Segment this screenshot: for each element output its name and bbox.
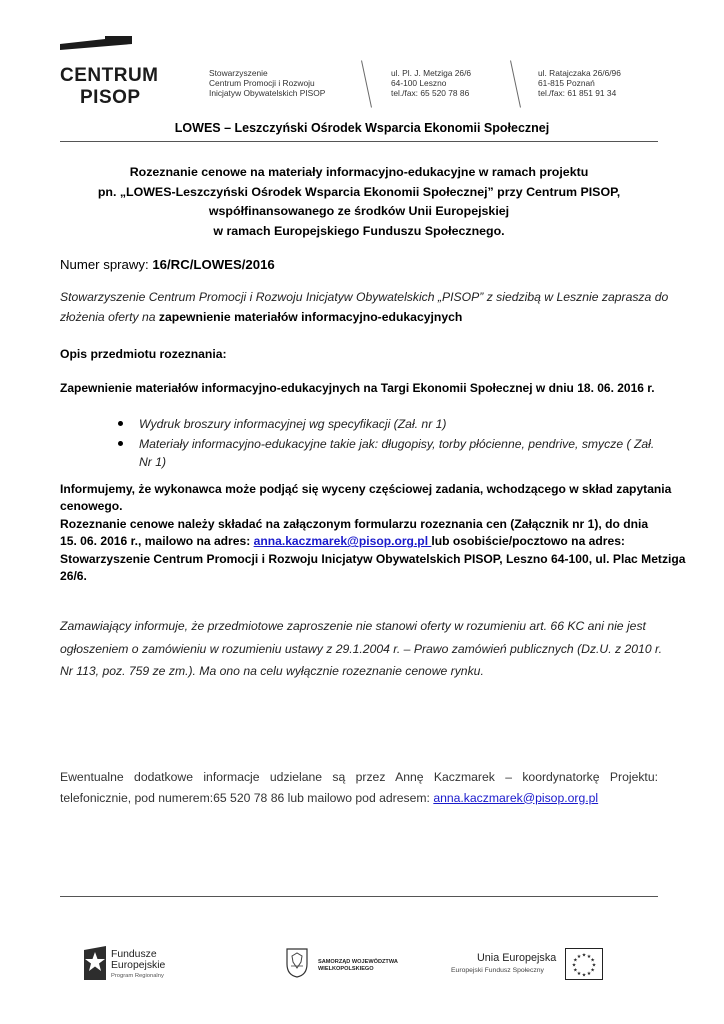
fe-line: Fundusze	[111, 949, 157, 960]
org-line: Stowarzyszenie	[209, 68, 268, 78]
info-line: 26/6.	[60, 569, 87, 584]
case-number	[60, 255, 658, 275]
address-line: 64-100 Leszno	[391, 78, 447, 89]
header-rule	[60, 141, 658, 142]
fe-line: Program Regionalny	[111, 973, 164, 979]
info-text: 15. 06. 2016 r., mailowo na adres:	[60, 534, 254, 549]
bullet-icon	[118, 441, 123, 446]
heading-line: w ramach Europejskiego Funduszu Społecznego.	[213, 223, 505, 238]
eu-star-icon: ★	[573, 957, 578, 964]
footer-logos	[0, 930, 724, 990]
samorzad-logo	[286, 946, 426, 986]
document-heading	[60, 163, 658, 241]
eu-star-icon: ★	[591, 962, 597, 969]
subject-line: Zapewnienie materiałów informacyjno-edukacyjnych na Targi Ekonomii Społecznej w dniu 18. 06. 2016 r.	[60, 381, 655, 395]
heading-line: pn. „LOWES-Leszczyński Ośrodek Wsparcia Ekonomii Społecznej” przy Centrum PISOP,	[97, 184, 621, 199]
eu-star-icon: ★	[586, 953, 592, 960]
list-item-text: Materiały informacyjno-edukacyjne takie jak: długopisy, torby płócienne, pendrive, smycze ( Zał.	[139, 437, 655, 451]
header-address-poznan	[538, 68, 621, 99]
item-list	[98, 415, 658, 473]
coat-of-arms-icon	[286, 948, 308, 978]
header-address-leszno	[391, 68, 471, 99]
logo-word-centrum: CENTRUM	[60, 65, 159, 86]
case-number-value: 16/RC/LOWES/2016	[152, 257, 275, 272]
info-line	[60, 533, 658, 550]
sw-line: SAMORZĄD WOJEWÓDZTWA	[318, 959, 398, 965]
eu-star-icon: ★	[586, 971, 592, 978]
contact-paragraph	[60, 767, 658, 808]
info-line: Stowarzyszenie Centrum Promocji i Rozwoju Inicjatyw Obywatelskich PISOP, Leszno 64-100, ul. Plac Metziga	[60, 551, 686, 566]
intro-italic: złożenia oferty na	[60, 309, 159, 324]
org-line: Inicjatyw Obywatelskich PISOP	[209, 88, 326, 99]
intro-line	[60, 308, 658, 328]
centrum-pisop-logo	[60, 36, 160, 111]
address-line: ul. Pl. J. Metziga 26/6	[391, 68, 472, 78]
info-text: lub osobiście/pocztowo na adres:	[431, 534, 625, 549]
fundusze-europejskie-logo	[82, 946, 192, 986]
bullet-icon	[118, 421, 123, 426]
eu-star-icon: ★	[581, 972, 587, 979]
contact-email-link[interactable]: anna.kaczmarek@pisop.org.pl	[433, 790, 599, 805]
fe-line: Europejskie	[111, 960, 166, 971]
logo-bar-icon	[60, 36, 140, 56]
heading-line: Rozeznanie cenowe na materiały informacyjno-edukacyjne w ramach projektu	[129, 165, 589, 179]
header-divider	[510, 60, 521, 107]
eu-star-icon: ★	[573, 967, 578, 974]
project-title: LOWES – Leszczyński Ośrodek Wsparcia Ekonomii Społecznej	[174, 121, 550, 135]
address-line: 61-815 Poznań	[538, 78, 595, 89]
disclaimer-line: Zamawiający informuje, że przedmiotowe zaproszenie nie stanowi oferty w rozumieniu art. 66 KC ani nie jest	[60, 619, 646, 633]
info-line: cenowego.	[60, 499, 123, 514]
info-email-link[interactable]: anna.kaczmarek@pisop.org.pl	[253, 534, 432, 549]
list-item	[98, 435, 658, 471]
address-line: tel./fax: 65 520 78 86	[391, 88, 470, 99]
info-paragraph	[60, 481, 686, 585]
heading-line: współfinansowanego ze środków Unii Europejskiej	[208, 204, 510, 219]
eu-star-icon: ★	[576, 971, 582, 978]
disclaimer-paragraph	[60, 615, 662, 683]
subject-heading: Opis przedmiotu rozeznania:	[60, 347, 227, 361]
contact-line	[60, 788, 658, 809]
eu-subtitle: Europejski Fundusz Społeczny	[451, 967, 544, 974]
eu-title: Unia Europejska	[477, 952, 557, 964]
intro-paragraph	[60, 288, 669, 327]
eu-star-icon: ★	[581, 952, 587, 959]
fe-star-icon	[82, 946, 108, 980]
info-line: Informujemy, że wykonawca może podjąć się wyceny częściowej zadania, wchodzącego w skład zapytania	[60, 482, 672, 496]
org-line: Centrum Promocji i Rozwoju	[209, 78, 315, 89]
address-line: tel./fax: 61 851 91 34	[538, 88, 617, 99]
disclaimer-line: Nr 113, poz. 759 ze zm.). Ma ono na celu wyłącznie rozeznanie cenowe rynku.	[60, 664, 484, 678]
contact-text: telefonicznie, pod numerem:65 520 78 86 lub mailowo pod adresem:	[60, 790, 434, 805]
letterhead	[0, 0, 724, 150]
case-label: Numer sprawy:	[60, 257, 153, 272]
info-line: Rozeznanie cenowe należy składać na załączonym formularzu rozeznania cen (Załącznik nr 1), do dnia	[60, 516, 649, 531]
header-org-name	[209, 68, 325, 99]
eu-star-icon: ★	[590, 967, 595, 974]
eu-star-icon: ★	[576, 953, 582, 960]
list-item-text: Nr 1)	[139, 455, 167, 469]
list-item	[98, 415, 658, 433]
logo-word-pisop: PISOP	[80, 87, 141, 108]
header-divider	[361, 60, 372, 107]
intro-line: Stowarzyszenie Centrum Promocji i Rozwoju Inicjatyw Obywatelskich „PISOP” z siedzibą w Lesznie zaprasza do	[60, 290, 669, 304]
footer-rule	[60, 896, 658, 897]
sw-line: WIELKOPOLSKIEGO	[318, 965, 374, 972]
contact-line: Ewentualne dodatkowe informacje udzielane są przez Annę Kaczmarek – koordynatorkę Projektu:	[60, 770, 658, 784]
eu-star-icon: ★	[590, 957, 595, 964]
eu-star-icon: ★	[571, 962, 577, 969]
eu-flag-icon	[565, 948, 603, 980]
intro-bold: zapewnienie materiałów informacyjno-edukacyjnych	[158, 309, 463, 324]
list-item-text: Wydruk broszury informacyjnej wg specyfikacji (Zał. nr 1)	[139, 417, 447, 431]
disclaimer-line: ogłoszeniem o zamówieniu w rozumieniu ustawy z 29.1.2004 r. – Prawo zamówień publicznych (Dz.U. z 2010 r.	[60, 641, 662, 656]
address-line: ul. Ratajczaka 26/6/96	[538, 68, 621, 78]
